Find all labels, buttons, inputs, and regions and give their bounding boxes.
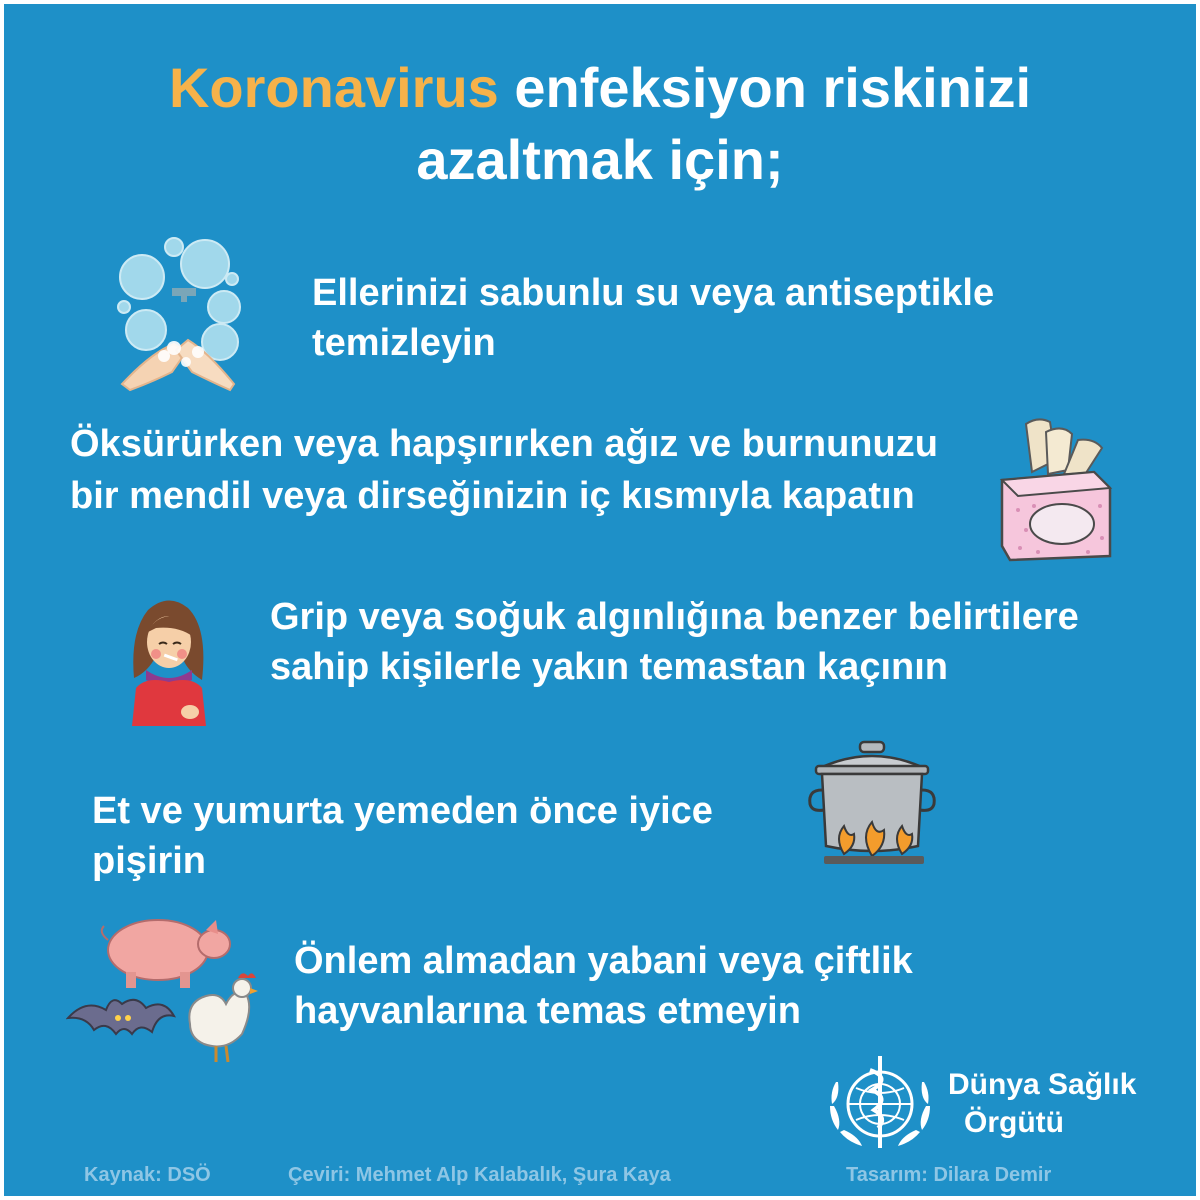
pig-icon (102, 920, 230, 988)
cooking-pot-icon (806, 738, 942, 870)
tissue-box-icon (998, 410, 1118, 566)
tip-avoid-animals: Önlem almadan yabani veya çiftlik hayvanlarına temas etmeyin (294, 940, 913, 1032)
handwashing-icon (112, 232, 248, 392)
title-line2: azaltmak için; (416, 128, 784, 191)
tip-cook-food: Et ve yumurta yemeden önce iyice pişirin (92, 790, 713, 882)
tip-cover-cough: Öksürürken veya hapşırırken ağız ve burnunuzu bir mendil veya dirseğinizin iç kısmıyla kapatın (70, 423, 938, 517)
tip-handwashing: Ellerinizi sabunlu su veya antiseptikle temizleyin (312, 272, 995, 364)
credit-translation: Çeviri: Mehmet Alp Kalabalık, Şura Kaya (288, 1164, 671, 1186)
page-title (0, 52, 1200, 196)
tip-avoid-contact: Grip veya soğuk algınlığına benzer belirtilere sahip kişilerle yakın temastan kaçının (270, 596, 1079, 688)
title-line1: enfeksiyon riskinizi (514, 56, 1032, 119)
credit-source: Kaynak: DSÖ (84, 1164, 211, 1186)
sick-person-icon (126, 596, 212, 726)
who-emblem-icon (820, 1052, 940, 1162)
title-accent: Koronavirus (168, 56, 499, 119)
who-name-line1: Dünya Sağlık (948, 1068, 1137, 1101)
who-logo (820, 1052, 1180, 1162)
animals-icon (66, 912, 262, 1068)
bat-icon (68, 1000, 174, 1034)
chicken-icon (189, 973, 258, 1062)
who-name (948, 1066, 1136, 1142)
who-name-line2: Örgütü (964, 1106, 1064, 1139)
credit-design: Tasarım: Dilara Demir (846, 1164, 1052, 1186)
